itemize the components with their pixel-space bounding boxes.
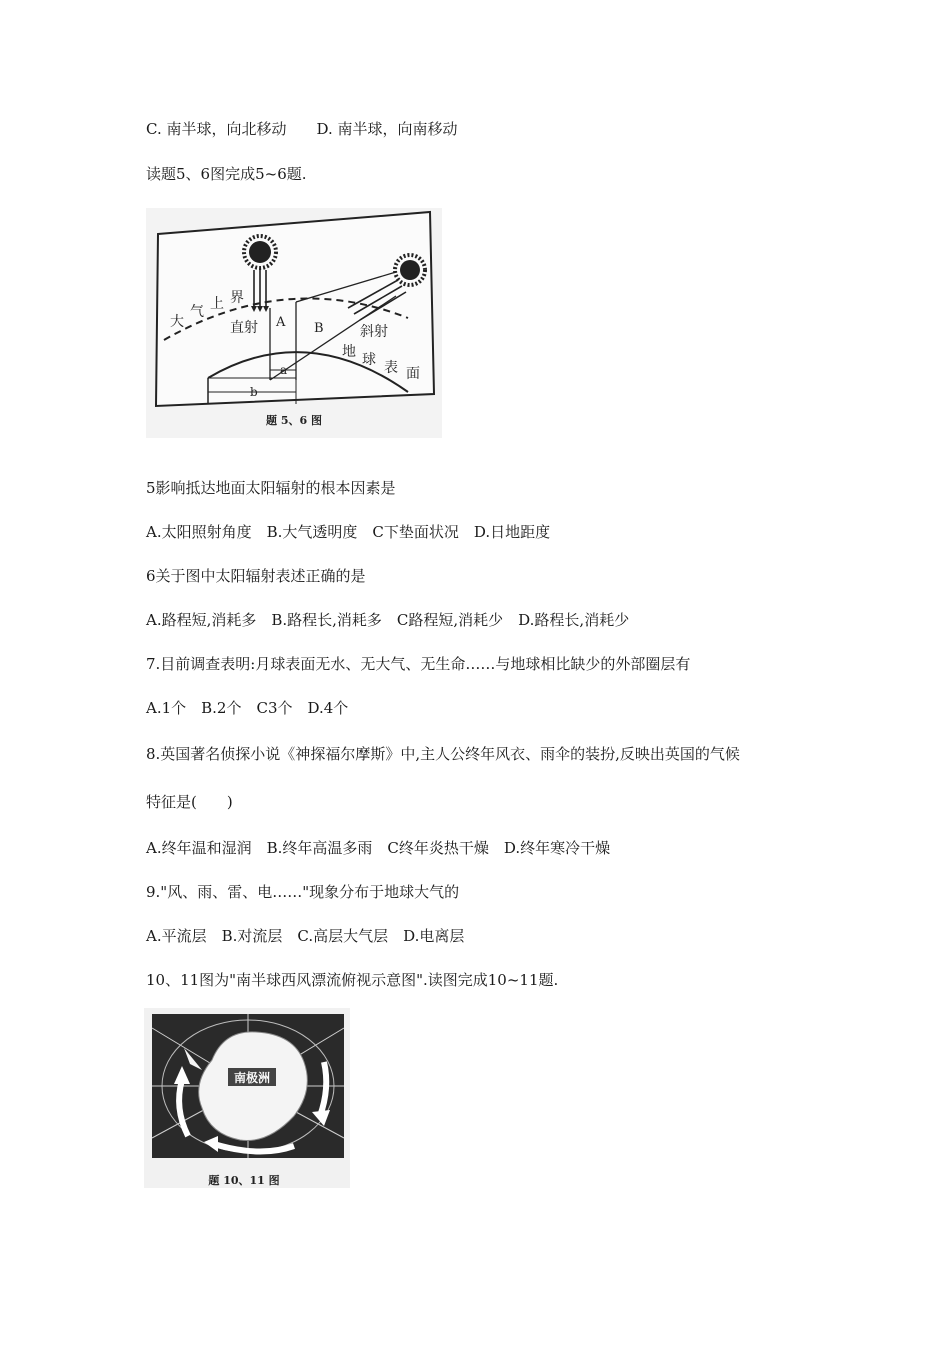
label-a: a bbox=[280, 363, 288, 377]
question-7: 7.目前调查表明:月球表面无水、无大气、无生命……与地球相比缺少的外部圈层有 bbox=[146, 655, 691, 673]
question-8: 8.英国著名侦探小说《神探福尔摩斯》中,主人公终年风衣、雨伞的装扮,反映出英国的气候 bbox=[146, 745, 740, 763]
surface-label-1: 地 bbox=[342, 344, 356, 360]
atmosphere-label-3: 上 bbox=[210, 296, 224, 312]
question-5: 5影响抵达地面太阳辐射的根本因素是 bbox=[146, 479, 396, 497]
atmosphere-label-2: 气 bbox=[190, 304, 204, 320]
surface-label-2: 球 bbox=[362, 352, 376, 368]
instruction-q5-6: 读题5、6图完成5~6题. bbox=[146, 165, 307, 183]
figure-solar-radiation bbox=[146, 208, 442, 438]
label-b: b bbox=[250, 385, 258, 399]
instruction-q10-11: 10、11图为"南半球西风漂流俯视示意图".读图完成10~11题. bbox=[146, 971, 559, 989]
question-8-options: A.终年温和湿润 B.终年高温多雨 C终年炎热干燥 D.终年寒冷干燥 bbox=[146, 839, 611, 857]
direct-label: 直射 bbox=[230, 320, 258, 336]
continent-label: 南极洲 bbox=[233, 1071, 271, 1085]
question-5-options: A.太阳照射角度 B.大气透明度 C下垫面状况 D.日地距度 bbox=[146, 523, 551, 541]
question-7-options: A.1个 B.2个 C3个 D.4个 bbox=[146, 699, 349, 717]
question-9-options: A.平流层 B.对流层 C.高层大气层 D.电离层 bbox=[146, 927, 465, 945]
oblique-label: 斜射 bbox=[360, 324, 388, 340]
figure-caption: 题 10、11 图 bbox=[208, 1174, 280, 1187]
figure-west-wind-drift bbox=[144, 1008, 350, 1188]
figure-caption: 题 5、6 图 bbox=[266, 414, 322, 427]
atmosphere-label-4: 界 bbox=[230, 290, 244, 306]
surface-label-3: 表 bbox=[384, 360, 398, 376]
atmosphere-label-1: 大 bbox=[170, 314, 184, 330]
option-line-cd: C. 南半球，向北移动 D. 南半球，向南移动 bbox=[146, 120, 458, 138]
question-6: 6关于图中太阳辐射表述正确的是 bbox=[146, 567, 366, 585]
surface-label-4: 面 bbox=[406, 366, 420, 382]
label-B: B bbox=[314, 321, 324, 336]
question-6-options: A.路程短,消耗多 B.路程长,消耗多 C路程短,消耗少 D.路程长,消耗少 bbox=[146, 611, 630, 629]
question-9: 9."风、雨、雷、电……"现象分布于地球大气的 bbox=[146, 883, 460, 901]
question-8-cont: 特征是( ) bbox=[146, 793, 233, 811]
label-A: A bbox=[276, 315, 286, 330]
